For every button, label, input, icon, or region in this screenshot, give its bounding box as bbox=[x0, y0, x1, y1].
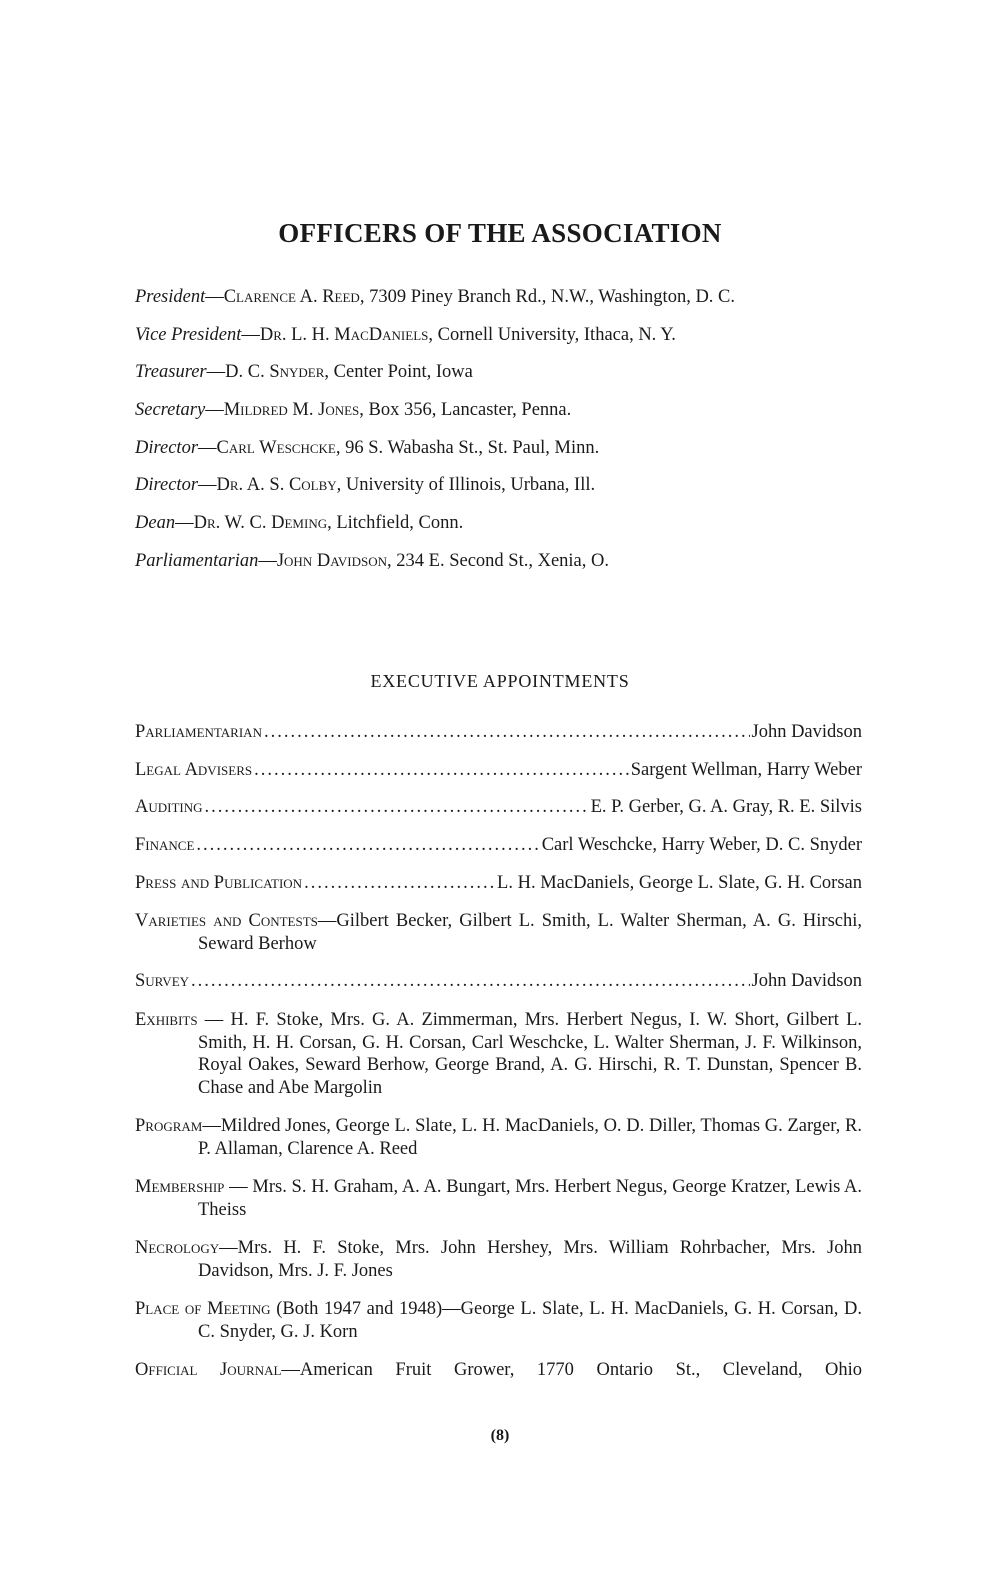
officer-address: Cornell University, Ithaca, N. Y. bbox=[437, 324, 676, 345]
officer-address: 234 E. Second St., Xenia, O. bbox=[396, 550, 610, 571]
appointment-label: Official Journal bbox=[135, 1359, 282, 1380]
officer-name: D. C. Snyder bbox=[225, 362, 325, 383]
officer-name: Dr. W. C. Deming bbox=[193, 513, 328, 534]
dot-leader bbox=[196, 835, 539, 856]
page-number: (8) bbox=[490, 1427, 510, 1444]
appointment-members: Gilbert Becker, Gilbert L. Smith, L. Walter Sherman, A. G. Hirschi, Seward Berhow bbox=[198, 911, 863, 955]
appointment-members: Mildred Jones, George L. Slate, L. H. MacDaniels, O. D. Diller, Thomas G. Zarger, R. P. Allaman, Clarence A. Reed bbox=[198, 1116, 862, 1160]
officer-address: 96 S. Wabasha St., St. Paul, Minn. bbox=[345, 437, 600, 458]
dot-leader bbox=[264, 722, 750, 743]
appointment-entry: Membership — Mrs. S. H. Graham, A. A. Bungart, Mrs. Herbert Negus, George Kratzer, Lewis A. Theiss bbox=[135, 1177, 863, 1220]
officer-role: Secretary bbox=[135, 400, 206, 421]
officer-entry: Secretary—Mildred M. Jones, Box 356, Lancaster, Penna. bbox=[135, 400, 572, 421]
appointment-label: Varieties and Contests bbox=[135, 911, 318, 932]
officer-name: Dr. L. H. MacDaniels bbox=[259, 324, 429, 345]
appointment-label: Parliamentarian bbox=[135, 722, 262, 742]
appointment-members: John Davidson bbox=[751, 722, 862, 742]
appointment-entry: Varieties and Contests—Gilbert Becker, Gilbert L. Smith, L. Walter Sherman, A. G. Hirschi, Seward Berhow bbox=[135, 911, 863, 955]
appointment-label: Program bbox=[135, 1116, 203, 1137]
officer-entry: Director—Dr. A. S. Colby, University of Illinois, Urbana, Ill. bbox=[135, 475, 596, 496]
appointment-entry: Program—Mildred Jones, George L. Slate, L. H. MacDaniels, O. D. Diller, Thomas G. Zarger, R. P. Allaman, Clarence A. Reed bbox=[135, 1116, 862, 1160]
officer-role: Treasurer bbox=[135, 362, 207, 383]
officer-entry: Parliamentarian—John Davidson, 234 E. Second St., Xenia, O. bbox=[135, 550, 610, 571]
appointment-label: Survey bbox=[135, 971, 190, 992]
appointment-label: Legal Advisers bbox=[135, 759, 253, 780]
officer-name: John Davidson bbox=[276, 550, 388, 571]
officer-entry: Vice President—Dr. L. H. MacDaniels, Cornell University, Ithaca, N. Y. bbox=[135, 324, 676, 345]
officer-role: Dean bbox=[135, 513, 176, 534]
officer-address: Center Point, Iowa bbox=[333, 362, 473, 383]
appointment-label: Auditing bbox=[135, 797, 203, 818]
dot-leader bbox=[304, 873, 495, 894]
officer-role: Parliamentarian bbox=[135, 550, 259, 571]
appointment-label: Place of Meeting bbox=[135, 1299, 271, 1320]
officer-role: Director bbox=[135, 475, 199, 496]
appointment-members: Mrs. S. H. Graham, A. A. Bungart, Mrs. Herbert Negus, George Kratzer, Lewis A. Theiss bbox=[198, 1177, 863, 1220]
appointment-entry bbox=[135, 971, 862, 1009]
officer-name: Carl Weschcke bbox=[216, 437, 336, 458]
dot-leader bbox=[191, 971, 749, 992]
appointment-members: H. F. Stoke, Mrs. G. A. Zimmerman, Mrs. Herbert Negus, I. W. Short, Gilbert L. Smith, H. H. Corsan, G. H. Corsan, Carl Weschcke, L. Walter Sherman, J. F. Wilkinson, Royal Oakes, Seward Berhow, George Brand, A. G. Hirschi, R. T. Dunstan, Spencer B. Chase and Abe Margolin bbox=[198, 1010, 863, 1099]
appointment-entry bbox=[135, 760, 862, 798]
executive-appointments-heading: EXECUTIVE APPOINTMENTS bbox=[370, 671, 630, 691]
appointment-members: John Davidson bbox=[751, 971, 862, 992]
appointment-entry bbox=[135, 873, 862, 911]
dot-leader bbox=[254, 760, 629, 781]
officer-entry: Dean—Dr. W. C. Deming, Litchfield, Conn. bbox=[135, 513, 464, 534]
officer-name: Clarence A. Reed bbox=[223, 287, 360, 307]
officers-list bbox=[135, 287, 875, 589]
officer-role: Vice President bbox=[135, 324, 242, 345]
appointment-label: Necrology bbox=[135, 1238, 220, 1259]
dot-leader bbox=[205, 797, 589, 818]
appointment-members: Carl Weschcke, Harry Weber, D. C. Snyder bbox=[541, 835, 862, 856]
appointment-entry bbox=[135, 722, 862, 760]
officer-entry: President—Clarence A. Reed, 7309 Piney Branch Rd., N.W., Washington, D. C. bbox=[135, 287, 736, 307]
appointment-entry: Necrology—Mrs. H. F. Stoke, Mrs. John Hershey, Mrs. William Rohrbacher, Mrs. John Davidson, Mrs. J. F. Jones bbox=[135, 1238, 862, 1281]
appointments-list bbox=[135, 722, 862, 1397]
appointment-label: Exhibits bbox=[135, 1010, 198, 1031]
officer-entry: Treasurer—D. C. Snyder, Center Point, Iowa bbox=[135, 362, 473, 383]
appointment-entry bbox=[135, 797, 862, 835]
appointment-entry bbox=[135, 835, 862, 873]
appointment-label: Press and Publication bbox=[135, 872, 303, 893]
officer-address: Litchfield, Conn. bbox=[336, 513, 464, 534]
officer-name: Dr. A. S. Colby bbox=[216, 475, 337, 496]
officer-role: President bbox=[135, 287, 206, 307]
officer-address: University of Illinois, Urbana, Ill. bbox=[345, 475, 596, 496]
appointment-label: Membership bbox=[135, 1177, 225, 1198]
officer-role: Director bbox=[135, 437, 199, 458]
officer-address: 7309 Piney Branch Rd., N.W., Washington, D. C. bbox=[369, 287, 736, 307]
appointment-entry: Official Journal—American Fruit Grower, 1770 Ontario St., Cleveland, Ohio bbox=[135, 1359, 863, 1380]
appointment-members: Mrs. H. F. Stoke, Mrs. John Hershey, Mrs. William Rohrbacher, Mrs. John Davidson, Mrs. J. F. Jones bbox=[198, 1238, 862, 1281]
appointment-entry: Exhibits — H. F. Stoke, Mrs. G. A. Zimmerman, Mrs. Herbert Negus, I. W. Short, Gilbert L. Smith, H. H. Corsan, G. H. Corsan, Carl Weschcke, L. Walter Sherman, J. F. Wilkinson, Royal Oakes, Seward Berhow, George Brand, A. G. Hirschi, R. T. Dunstan, Spencer B. Chase and Abe Margolin bbox=[135, 1010, 863, 1099]
officer-name: Mildred M. Jones bbox=[223, 400, 360, 421]
appointment-members: Sargent Wellman, Harry Weber bbox=[630, 759, 862, 780]
appointment-members: American Fruit Grower, 1770 Ontario St., Cleveland, Ohio bbox=[299, 1359, 863, 1380]
officer-entry: Director—Carl Weschcke, 96 S. Wabasha St., St. Paul, Minn. bbox=[135, 437, 600, 458]
appointment-label: Finance bbox=[135, 835, 195, 856]
officer-address: Box 356, Lancaster, Penna. bbox=[368, 400, 572, 421]
appointment-members: L. H. MacDaniels, George L. Slate, G. H. Corsan bbox=[497, 872, 862, 893]
appointment-members: E. P. Gerber, G. A. Gray, R. E. Silvis bbox=[590, 797, 862, 818]
appointment-entry bbox=[135, 1298, 862, 1343]
appointment-members: (Both 1947 and 1948)—George L. Slate, L. H. MacDaniels, G. H. Corsan, D. C. Snyder, G. J. Korn bbox=[198, 1299, 863, 1342]
page-title: OFFICERS OF THE ASSOCIATION bbox=[278, 218, 722, 248]
